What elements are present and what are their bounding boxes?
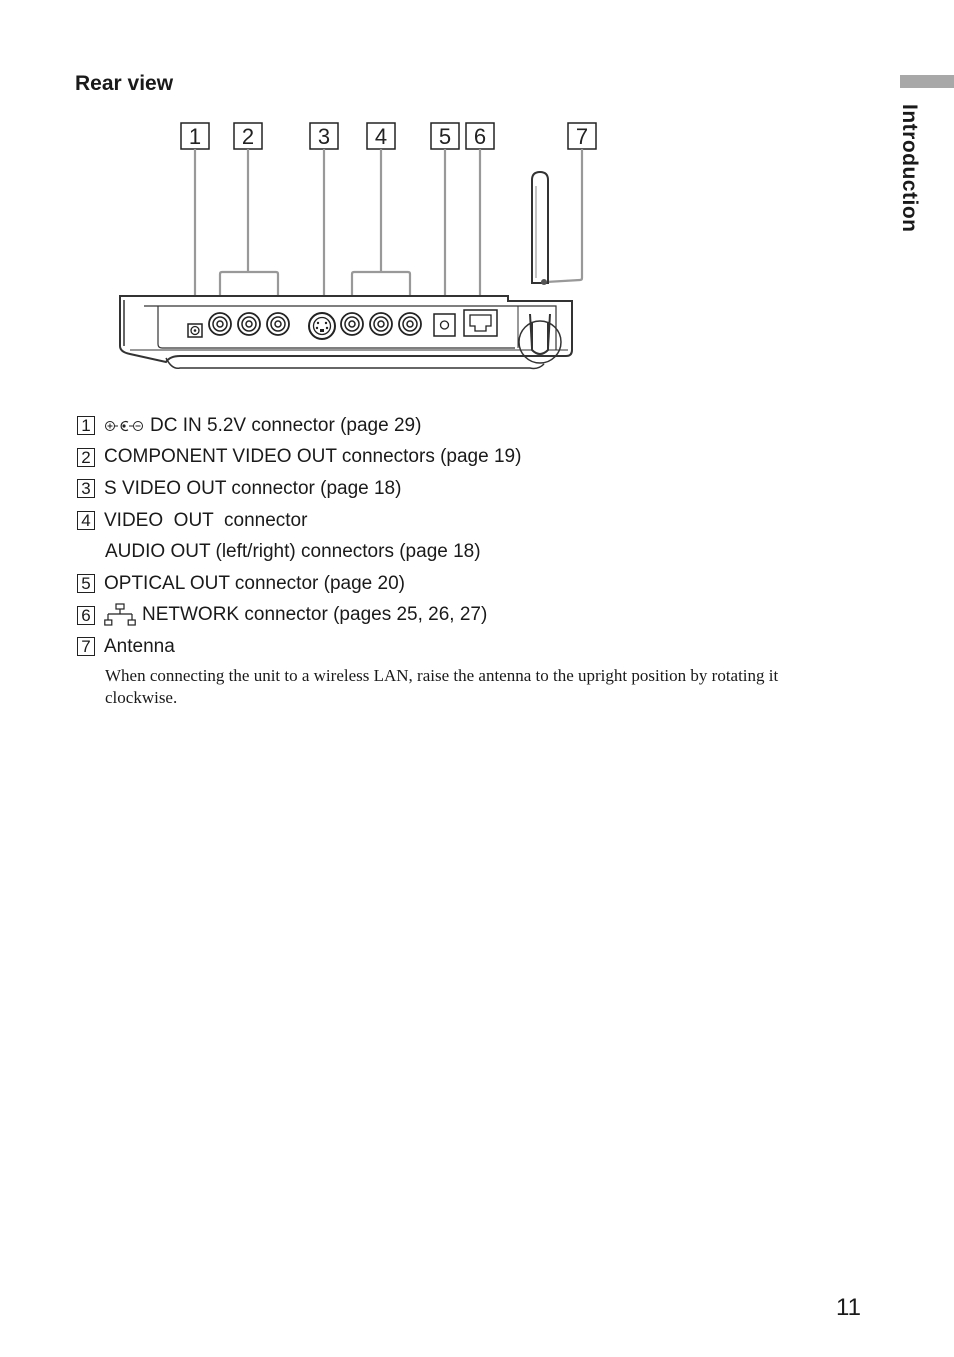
legend-text: DC IN 5.2V connector (page 29): [150, 414, 422, 436]
rear-view-diagram: [110, 118, 610, 380]
connector-legend: [77, 410, 837, 709]
antenna: [532, 172, 548, 285]
component-video-jacks: [209, 313, 289, 335]
callout-number: 3: [317, 124, 331, 149]
video-audio-jacks: [341, 313, 421, 335]
legend-text: S VIDEO OUT connector (page 18): [104, 477, 402, 499]
callout-3: [310, 123, 338, 149]
callout-number: 6: [473, 124, 487, 149]
section-tab-marker: [900, 75, 954, 88]
legend-number: 4: [77, 511, 95, 530]
page-number: 11: [836, 1294, 861, 1321]
dc-polarity-icon: [104, 420, 144, 432]
page-heading: Rear view: [75, 72, 174, 95]
rca-jack: [370, 313, 392, 335]
callout-7: [568, 123, 596, 149]
legend-item-3: [77, 473, 837, 505]
legend-number: 1: [77, 416, 95, 435]
callout-5: [431, 123, 459, 149]
legend-text: AUDIO OUT (left/right) connectors (page 18): [105, 541, 481, 563]
callout-4: [367, 123, 395, 149]
section-tab: [893, 104, 923, 244]
legend-text: Antenna: [104, 635, 175, 657]
network-icon: [104, 603, 136, 627]
legend-text: VIDEO OUT connector: [104, 509, 308, 531]
legend-item-6: [77, 600, 837, 632]
callout-number: 1: [188, 124, 202, 149]
s-video-jack: [309, 313, 335, 339]
rca-jack: [209, 313, 231, 335]
callout-number: 4: [374, 124, 388, 149]
legend-item-4: [77, 505, 837, 537]
legend-text: NETWORK connector (pages 25, 26, 27): [142, 604, 488, 626]
legend-number: 5: [77, 574, 95, 593]
legend-number: 6: [77, 606, 95, 625]
rca-jack: [399, 313, 421, 335]
legend-item-5: [77, 568, 837, 600]
legend-item-2: [77, 442, 837, 474]
section-tab-label: Introduction: [898, 104, 921, 233]
legend-text: COMPONENT VIDEO OUT connectors (page 19): [104, 446, 522, 468]
legend-number: 2: [77, 448, 95, 467]
legend-number: 7: [77, 637, 95, 656]
rca-jack: [238, 313, 260, 335]
dc-in-jack: [188, 324, 202, 337]
rca-jack: [267, 313, 289, 335]
network-jack: [464, 310, 497, 336]
callout-1: [181, 123, 209, 149]
callout-number: 2: [241, 124, 255, 149]
legend-number: 3: [77, 479, 95, 498]
legend-item-4-continuation: [77, 536, 837, 568]
callout-number: 7: [575, 124, 589, 149]
antenna-note: When connecting the unit to a wireless LAN, raise the antenna to the upright position by rotating it clockwise.: [105, 665, 779, 707]
legend-text: OPTICAL OUT connector (page 20): [104, 572, 405, 594]
callout-2: [234, 123, 262, 149]
legend-item-7: [77, 631, 837, 663]
callout-6: [466, 123, 494, 149]
optical-out-jack: [434, 314, 455, 336]
callout-number: 5: [438, 124, 452, 149]
legend-item-1: [77, 410, 837, 442]
rca-jack: [341, 313, 363, 335]
